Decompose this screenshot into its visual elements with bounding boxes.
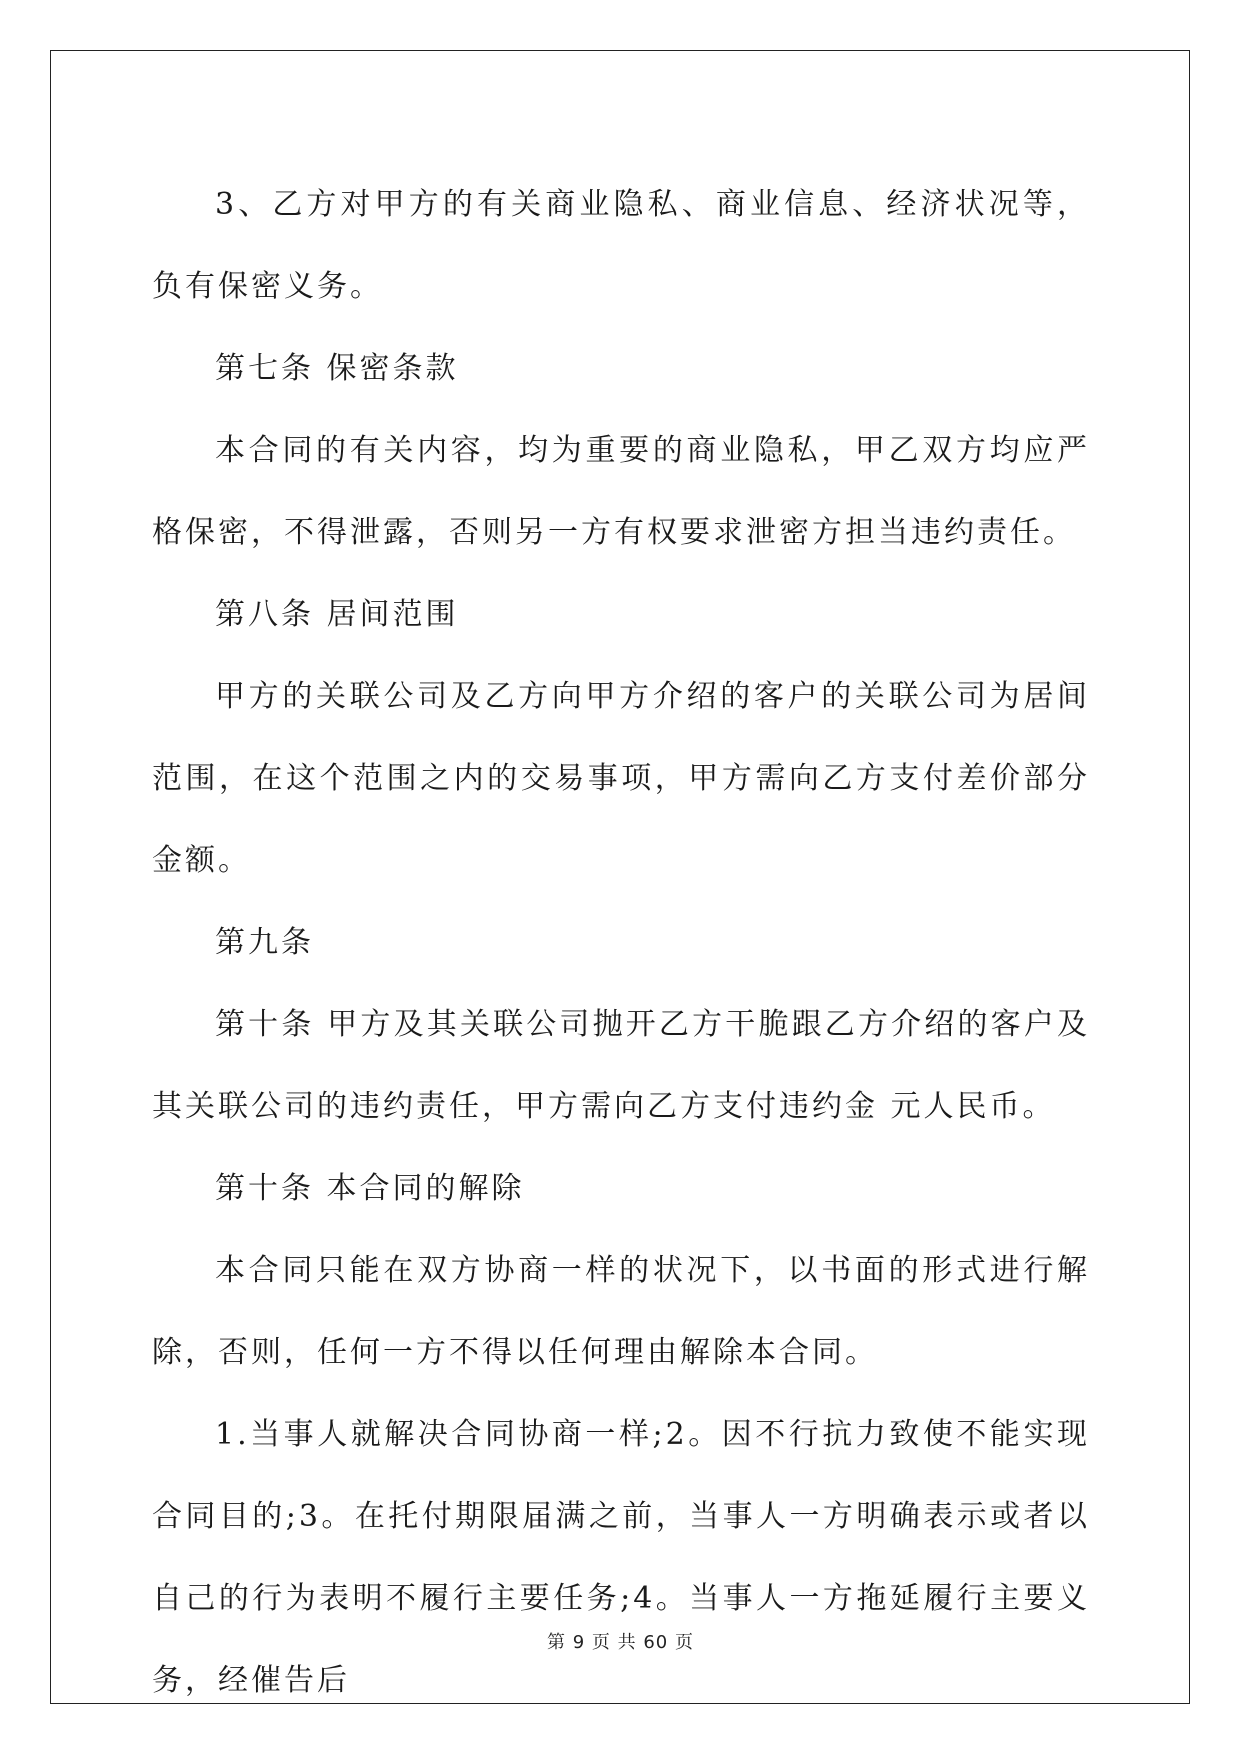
document-body [152, 164, 1090, 1722]
heading-article-9: 第九条 [215, 925, 314, 960]
paragraph-termination: 本合同只能在双方协商一样的状况下，以书面的形式进行解除，否则，任何一方不得以任何理由解除本合同。 [152, 1253, 1090, 1370]
paragraph-article-8: 甲方的关联公司及乙方向甲方介绍的客户的关联公司为居间范围，在这个范围之内的交易事项，甲方需向乙方支付差价部分金额。 [152, 679, 1090, 878]
paragraph-termination-conditions: 1.当事人就解决合同协商一样;2。因不行抗力致使不能实现合同目的;3。在托付期限届满之前，当事人一方明确表示或者以自己的行为表明不履行主要任务;4。当事人一方拖延履行主要义务，经催告后 [152, 1417, 1090, 1698]
paragraph-article-7: 本合同的有关内容，均为重要的商业隐私，甲乙双方均应严格保密，不得泄露，否则另一方有权要求泄密方担当违约责任。 [152, 433, 1090, 550]
heading-article-8: 第八条 居间范围 [215, 597, 459, 632]
paragraph-confidentiality-item-3: 3、乙方对甲方的有关商业隐私、商业信息、经济状况等，负有保密义务。 [152, 187, 1090, 304]
paragraph-article-10-liability: 第十条 甲方及其关联公司抛开乙方干脆跟乙方介绍的客户及其关联公司的违约责任，甲方需向乙方支付违约金 元人民币。 [152, 1007, 1090, 1124]
heading-article-10-termination: 第十条 本合同的解除 [215, 1171, 525, 1206]
heading-article-7: 第七条 保密条款 [215, 351, 459, 386]
page-footer: 第 9 页 共 60 页 [547, 1632, 694, 1653]
